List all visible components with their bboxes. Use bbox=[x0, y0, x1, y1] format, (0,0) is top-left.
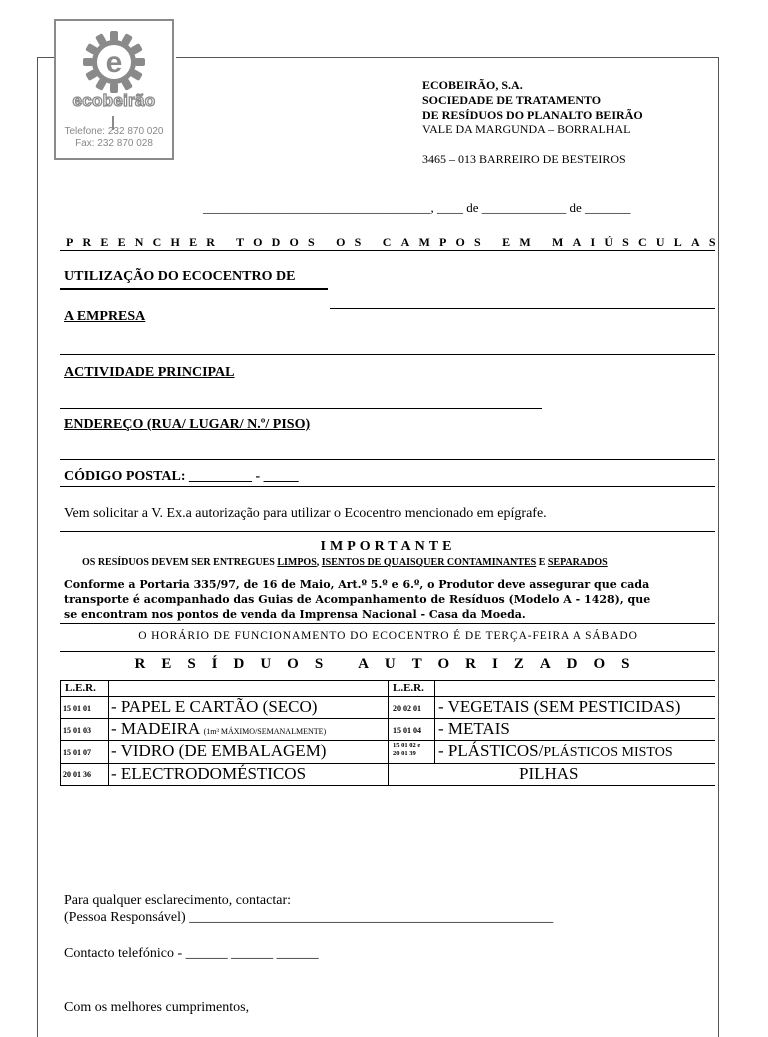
important-sub-comma: , bbox=[316, 557, 322, 568]
empresa-label: A EMPRESA bbox=[64, 309, 146, 324]
ecobeirao-logo-icon bbox=[81, 31, 147, 93]
codigo-postal-blank[interactable]: _________ - _____ bbox=[188, 469, 299, 484]
ler-code: 15 01 04 bbox=[393, 726, 421, 735]
residuo-item: - VIDRO (DE EMBALAGEM) bbox=[111, 741, 327, 760]
frame-border-top-right bbox=[176, 57, 719, 58]
important-subtitle bbox=[82, 557, 608, 568]
ecocentro-label: UTILIZAÇÃO DO ECOCENTRO DE bbox=[64, 269, 296, 284]
ler-code: 15 01 07 bbox=[63, 748, 91, 757]
date-line[interactable]: ___________________________________, ____ de _____________ de _______ bbox=[203, 200, 631, 215]
endereco-label: ENDEREÇO (RUA/ LUGAR/ N.º/ PISO) bbox=[64, 417, 311, 432]
residuo-item bbox=[438, 741, 673, 761]
horario-divider bbox=[60, 651, 715, 652]
logo-phone: Telefone: 232 870 020 bbox=[64, 126, 164, 137]
contact-intro: Para qualquer esclarecimento, contactar: bbox=[64, 893, 291, 908]
residuo-item-note: (1m³ MÁXIMO/SEMANALMENTE) bbox=[203, 727, 327, 736]
logo-wordmark: ecobeirão bbox=[72, 91, 156, 110]
residuo-item-name: - PLÁSTICOS/ bbox=[438, 741, 544, 760]
ler-code-double bbox=[393, 742, 420, 758]
residuo-item: - VEGETAIS (SEM PESTICIDAS) bbox=[438, 697, 681, 716]
ler-code: 20 01 36 bbox=[63, 770, 91, 779]
ecocentro-field-line[interactable] bbox=[330, 308, 715, 309]
ecocentro-underline bbox=[60, 288, 328, 290]
ler-header-right: L.E.R. bbox=[393, 682, 424, 694]
important-sub-e: E bbox=[536, 557, 548, 568]
residuo-item bbox=[111, 719, 326, 739]
instruction-heading: PREENCHER TODOS OS CAMPOS EM MAIÚSCULAS bbox=[66, 235, 725, 249]
important-sub-separados: SEPARADOS bbox=[547, 557, 608, 568]
company-name: ECOBEIRÃO, S.A. bbox=[422, 78, 523, 92]
important-sub-limpos: LIMPOS bbox=[277, 557, 317, 568]
company-line-4: VALE DA MARGUNDA – BORRALHAL bbox=[422, 122, 631, 136]
actividade-field-line[interactable] bbox=[60, 408, 542, 409]
codigo-postal-row bbox=[64, 469, 299, 485]
company-line-3: DE RESÍDUOS DO PLANALTO BEIRÃO bbox=[422, 108, 643, 122]
logo-box bbox=[54, 19, 174, 160]
ler-header-left: L.E.R. bbox=[65, 682, 96, 694]
endereco-field-line[interactable] bbox=[60, 459, 715, 460]
request-divider bbox=[60, 531, 715, 532]
ler-code: 20 02 01 bbox=[393, 704, 421, 713]
ler-code-b: 20 01 39 bbox=[393, 750, 416, 757]
residuos-title: RESÍDUOS AUTORIZADOS bbox=[134, 656, 646, 672]
ler-code: 15 01 01 bbox=[63, 704, 91, 713]
residuo-item: - PAPEL E CARTÃO (SECO) bbox=[111, 697, 318, 716]
ler-code: 15 01 03 bbox=[63, 726, 91, 735]
actividade-label: ACTIVIDADE PRINCIPAL bbox=[64, 365, 235, 380]
important-title: IMPORTANTE bbox=[320, 539, 456, 554]
codigo-postal-line bbox=[60, 486, 715, 487]
company-line-2: SOCIEDADE DE TRATAMENTO bbox=[422, 93, 602, 107]
telefone-line[interactable]: Contacto telefónico - ______ ______ ______ bbox=[64, 946, 319, 961]
residuo-item-name: - MADEIRA bbox=[111, 719, 200, 738]
responsavel-line[interactable]: (Pessoa Responsável) ____________________________________________________ bbox=[64, 910, 554, 925]
company-postal: 3465 – 013 BARREIRO DE BESTEIROS bbox=[422, 152, 626, 166]
residuo-item: - METAIS bbox=[438, 719, 510, 738]
svg-text:e: e bbox=[105, 46, 123, 79]
instruction-underline bbox=[60, 250, 715, 251]
important-sub-isentos: ISENTOS DE QUAISQUER CONTAMINANTES bbox=[321, 557, 537, 568]
ler-code-a: 15 01 02 e bbox=[393, 742, 421, 749]
portaria-line-1: Conforme a Portaria 335/97, de 16 de Maio, Art.º 5.º e 6.º, o Produtor deve assegurar que cada bbox=[64, 578, 650, 591]
empresa-field-line[interactable] bbox=[60, 354, 715, 355]
table-col-line-3 bbox=[434, 680, 435, 763]
table-col-line-1 bbox=[108, 680, 109, 785]
codigo-postal-label: CÓDIGO POSTAL: bbox=[64, 469, 186, 484]
closing-text: Com os melhores cumprimentos, bbox=[64, 1000, 250, 1015]
request-text: Vem solicitar a V. Ex.a autorização para utilizar o Ecocentro mencionado em epígrafe. bbox=[64, 506, 547, 521]
residuo-item-subname: PLÁSTICOS MISTOS bbox=[543, 745, 673, 760]
logo-fax: Fax: 232 870 028 bbox=[75, 138, 153, 149]
table-col-line-2 bbox=[388, 680, 389, 785]
table-border-bottom bbox=[60, 785, 715, 786]
table-col-line-0 bbox=[60, 680, 61, 785]
portaria-line-3: se encontram nos pontos de venda da Imprensa Nacional - Casa da Moeda. bbox=[64, 608, 526, 621]
horario-text: O HORÁRIO DE FUNCIONAMENTO DO ECOCENTRO É DE TERÇA-FEIRA A SÁBADO bbox=[138, 630, 638, 642]
important-sub-prefix: OS RESÍDUOS DEVEM SER ENTREGUES bbox=[82, 557, 278, 568]
residuo-item-pilhas: PILHAS bbox=[519, 764, 579, 783]
portaria-line-2: transporte é acompanhado das Guias de Acompanhamento de Resíduos (Modelo A - 1428), que bbox=[64, 593, 651, 606]
residuo-item: - ELECTRODOMÉSTICOS bbox=[111, 764, 307, 783]
important-divider bbox=[60, 623, 715, 624]
